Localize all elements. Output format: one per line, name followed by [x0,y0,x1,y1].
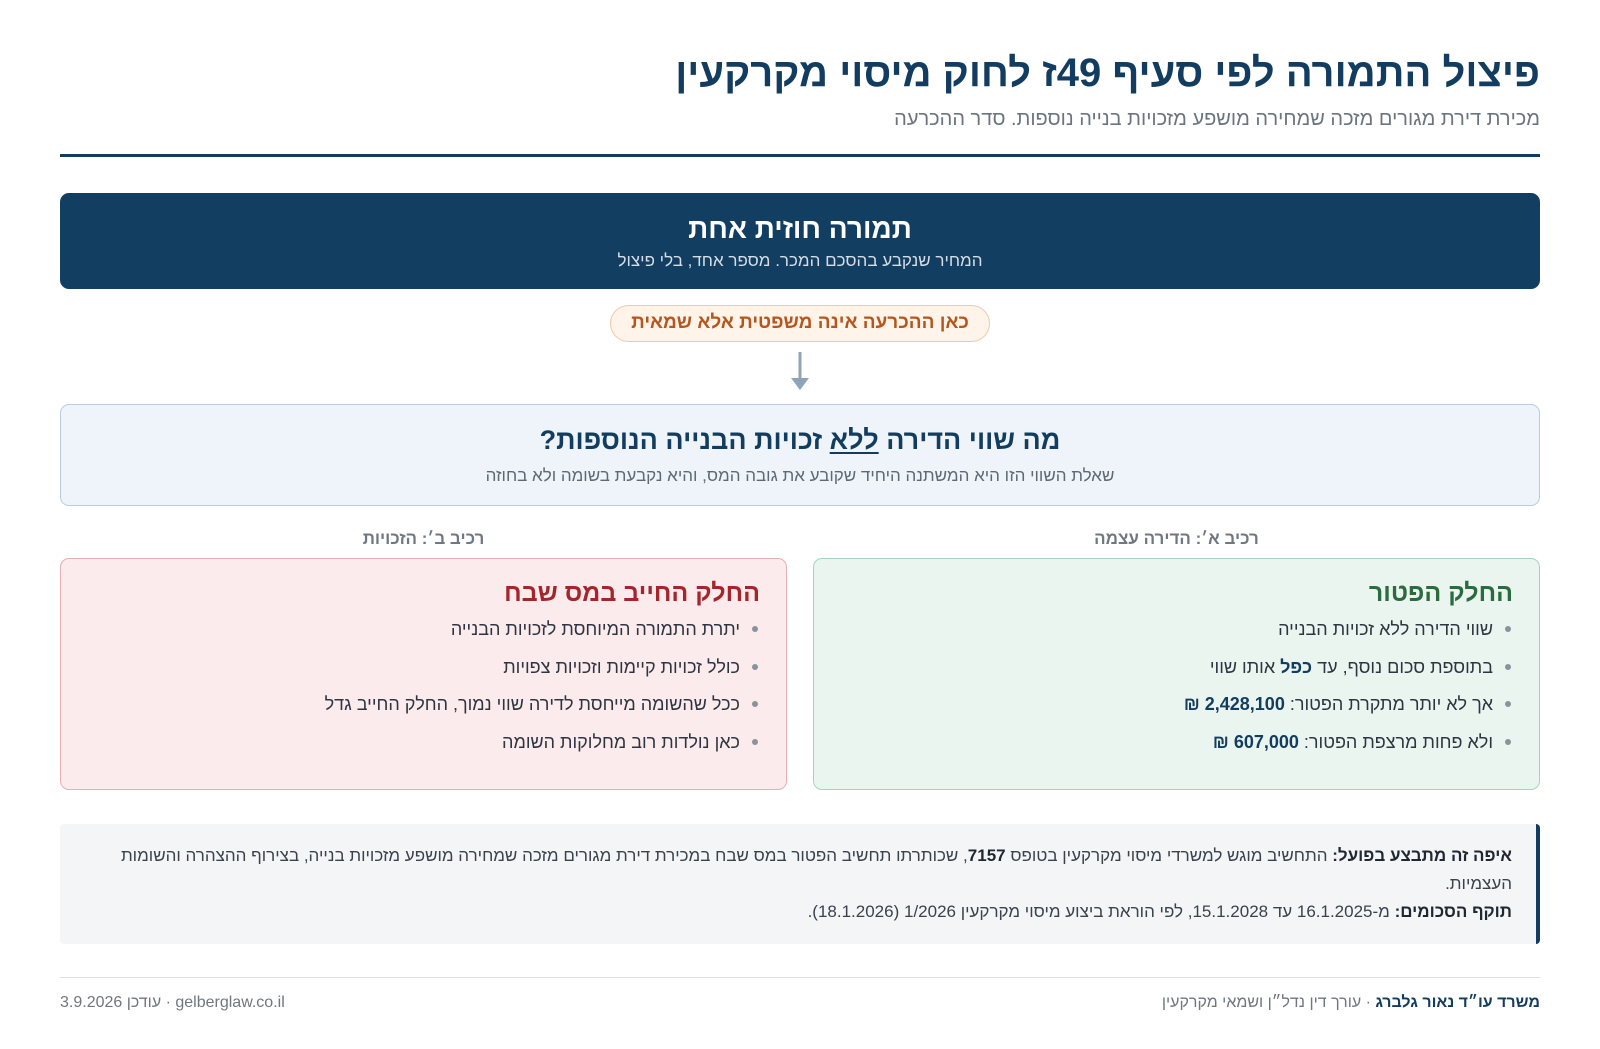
validity-note-label: תוקף הסכומים: [1394,902,1512,921]
list-item: ככל שהשומה מייחסת לדירה שווי נמוך, החלק החייב גדל [85,692,760,716]
validity-note-line [100,898,1512,926]
validity-note-text: מ-16.1.2025 עד 15.1.2028, לפי הוראת ביצוע מיסוי מקרקעין 1/2026 (18.1.2026). [807,902,1395,921]
practice-note-text: התחשיב מוגש למשרדי מיסוי מקרקעין בטופס [1005,846,1333,865]
list-item: כאן נולדות רוב מחלוקות השומה [85,730,760,754]
footer-firm-info [1162,992,1540,1014]
exempt-part-card [813,558,1540,790]
component-b-column [60,528,787,790]
exemption-ceiling-value: 2,428,100 ₪ [1183,694,1285,714]
practice-note-text: , שכותרתו תחשיב הפטור במס שבח במכירת דירת מגורים מזכה שמחירה מושפע מזכויות בנייה, בצירוף ההצהרה והשומות העצמיות. [120,846,1512,893]
list-item-emphasis: כפל [1280,656,1313,677]
list-item [838,655,1513,679]
list-item-text: אותו שווי [1209,656,1281,677]
question-emphasis: ללא [829,425,879,455]
list-item [838,692,1513,716]
down-arrow-icon [788,350,812,392]
appraisal-note-badge: כאן ההכרעה אינה משפטית אלא שמאית [610,305,990,342]
practice-note-box [60,824,1540,944]
contract-price-subtitle: המחיר שנקבע בהסכם המכר. מספר אחד, בלי פיצול [617,251,983,270]
list-item-text: שווי הדירה ללא זכויות הבנייה [1278,619,1493,639]
taxable-part-title: החלק החייב במס שבח [504,579,760,607]
header [60,0,1540,157]
component-a-column [813,528,1540,790]
exempt-part-list [838,617,1513,754]
header-divider [60,154,1540,157]
practice-note-label: איפה זה מתבצע בפועל: [1332,846,1512,865]
list-item-text: בתוספת סכום נוסף, עד [1312,656,1493,677]
contract-price-title: תמורה חוזית אחת [688,213,912,244]
components-row [60,528,1540,790]
exemption-floor-value: 607,000 ₪ [1212,731,1299,752]
list-item-text: אך לא יותר מתקרת הפטור: [1284,694,1493,714]
component-a-label: רכיב א׳: הדירה עצמה [1094,529,1259,548]
list-item: יתרת התמורה המיוחסת לזכויות הבנייה [85,617,760,641]
updated-date: עודכן 3.9.2026 [60,994,162,1011]
exempt-part-title: החלק הפטור [1368,579,1513,607]
component-b-label: רכיב ב׳: הזכויות [362,529,485,548]
list-item: כולל זכויות קיימות וזכויות צפויות [85,655,760,679]
list-item-text: ולא פחות מרצפת הפטור: [1298,731,1493,752]
page-subtitle: מכירת דירת מגורים מזכה שמחירה מושפע מזכויות בנייה נוספות. סדר ההכרעה [894,108,1540,130]
practice-note-line [100,842,1512,898]
valuation-question [61,423,1539,457]
taxable-part-card [60,558,787,790]
taxable-part-list [85,617,760,754]
contract-price-box [60,193,1540,289]
footer [60,977,1540,1014]
page-title: פיצול התמורה לפי סעיף 49ז לחוק מיסוי מקרקעין [675,51,1540,95]
question-part-2: זכויות הבנייה הנוספות? [539,425,830,455]
question-part-1: מה שווי הדירה [878,425,1061,455]
list-item [838,730,1513,754]
list-item [838,617,1513,641]
footer-meta: gelberglaw.co.il · עודכן 3.9.2026 [60,994,285,1011]
valuation-question-box [60,404,1540,506]
firm-description: · עורך דין נדל״ן ושמאי מקרקעין [1161,994,1376,1011]
form-number: 7157 [967,846,1006,865]
firm-name: משרד עו״ד נאור גלברג [1375,994,1540,1011]
appraisal-note-wrap [60,305,1540,342]
site-link[interactable]: gelberglaw.co.il [175,994,285,1011]
valuation-question-subtitle: שאלת השווי הזו היא המשתנה היחיד שקובע את גובה המס, והיא נקבעת בשומה ולא בחוזה [485,466,1115,485]
